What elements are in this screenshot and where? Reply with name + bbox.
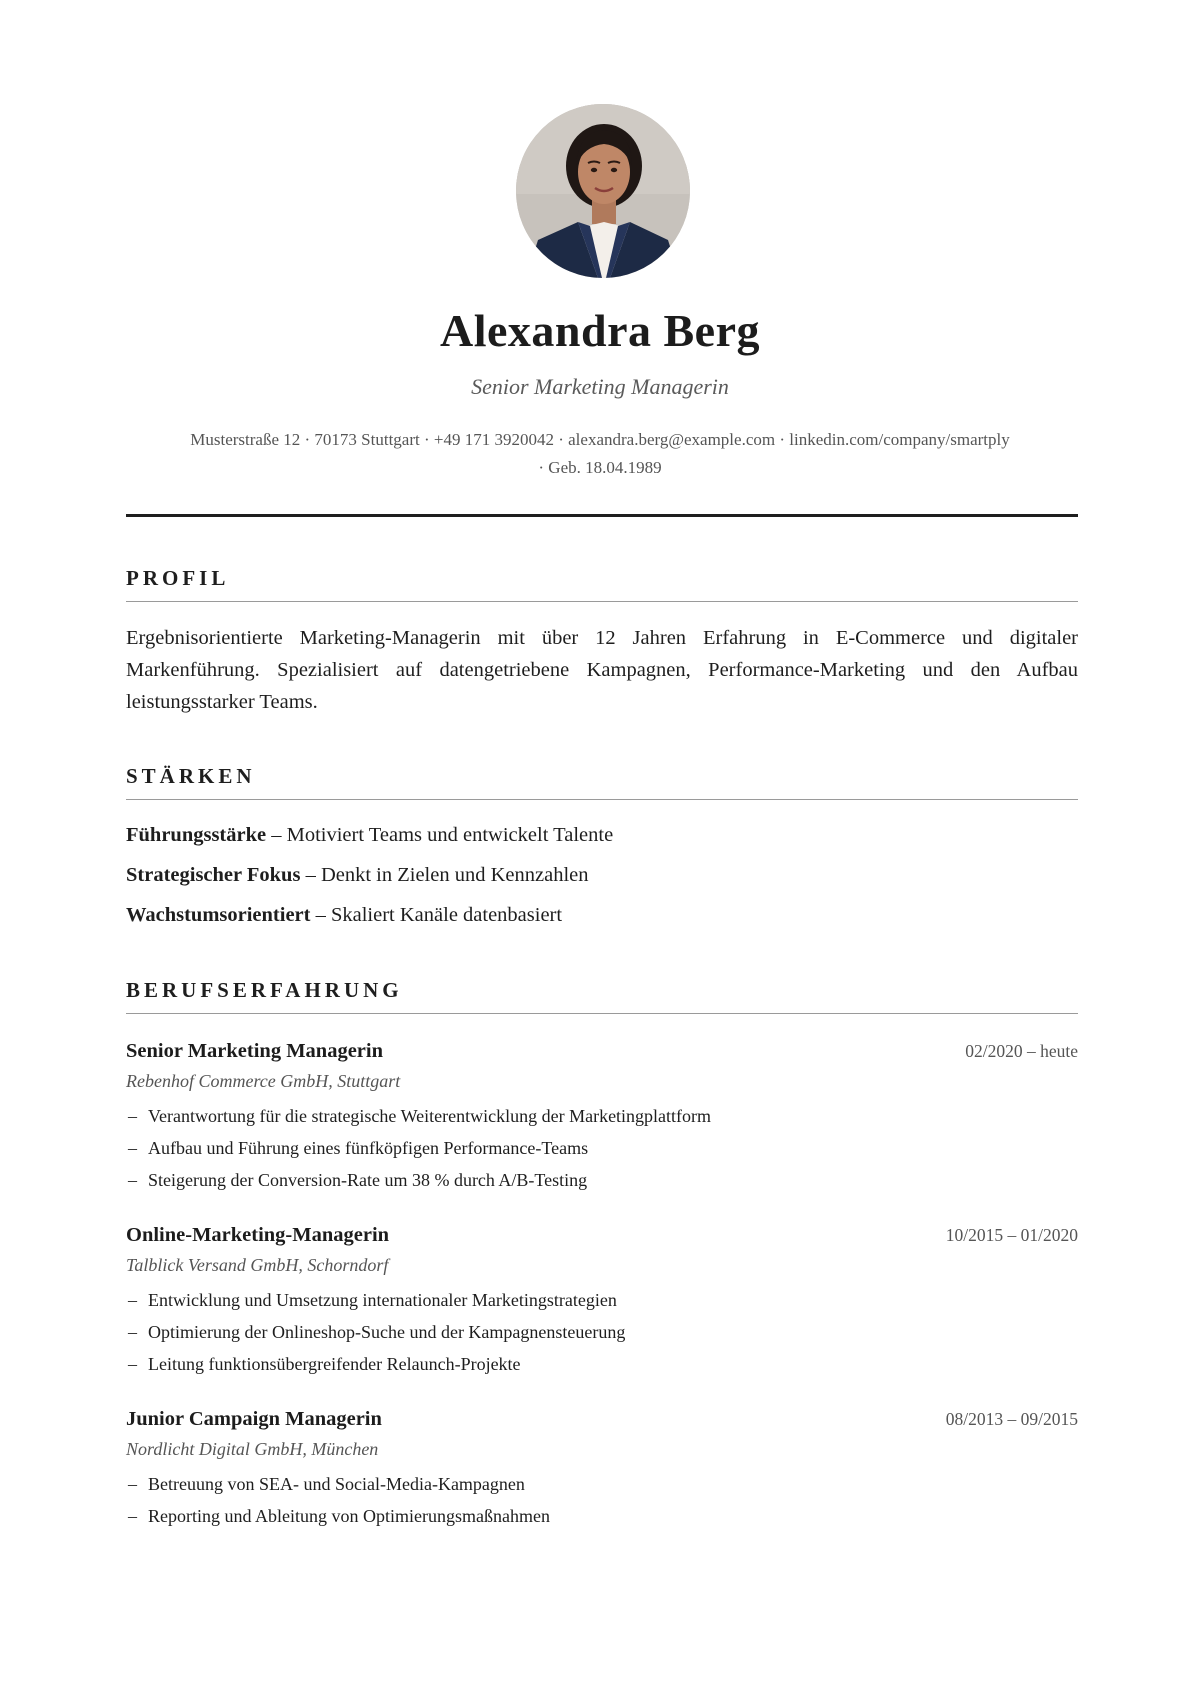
job-title: Senior Marketing Managerin: [126, 1040, 383, 1062]
candidate-name: Alexandra Berg: [439, 305, 760, 356]
job-company: Nordlicht Digital GmbH, München: [126, 1439, 379, 1459]
contact-line: Musterstraße 12 · 70173 Stuttgart · +49 171 3920042 · alexandra.berg@example.com · linkedin.com/company/smartply: [190, 430, 1010, 449]
job-bullet: – Steigerung der Conversion-Rate um 38 % durch A/B-Testing: [126, 1164, 1078, 1196]
job-entry: [126, 1405, 1078, 1532]
strength-text: – Denkt in Zielen und Kennzahlen: [300, 864, 589, 886]
job-bullet: – Betreuung von SEA- und Social-Media-Kampagnen: [126, 1468, 1078, 1500]
job-entry: [126, 1221, 1078, 1380]
job-bullets: [126, 1468, 1078, 1532]
strength-label: Wachstumsorientiert: [126, 904, 311, 926]
section-divider: [126, 799, 1078, 800]
contact-line: · Geb. 18.04.1989: [538, 458, 662, 477]
section-title-profile: PROFIL: [126, 566, 230, 590]
section-title-strengths: STÄRKEN: [126, 764, 256, 788]
strength-text: – Motiviert Teams und entwickelt Talente: [266, 824, 614, 846]
job-title: Online-Marketing-Managerin: [126, 1224, 390, 1246]
strength-label: Führungsstärke: [126, 824, 267, 846]
job-entry: [126, 1037, 1078, 1196]
profile-photo-icon: [516, 104, 690, 278]
job-date: 10/2015 – 01/2020: [945, 1225, 1078, 1245]
profile-photo: [516, 104, 690, 278]
strength-text: – Skaliert Kanäle datenbasiert: [310, 904, 563, 926]
section-title-experience: BERUFSERFAHRUNG: [126, 978, 403, 1002]
job-bullet: – Entwicklung und Umsetzung internationaler Marketingstrategien: [126, 1284, 1078, 1316]
strength-item: [126, 904, 562, 927]
job-bullet: – Aufbau und Führung eines fünfköpfigen Performance-Teams: [126, 1132, 1078, 1164]
contact-info: [126, 426, 1074, 482]
job-bullets: [126, 1100, 1078, 1196]
job-company: Talblick Versand GmbH, Schorndorf: [126, 1255, 389, 1275]
strength-item: [126, 824, 613, 847]
section-divider: [126, 601, 1078, 602]
job-bullet: – Optimierung der Onlineshop-Suche und der Kampagnensteuerung: [126, 1316, 1078, 1348]
section-divider: [126, 1013, 1078, 1014]
job-company: Rebenhof Commerce GmbH, Stuttgart: [126, 1071, 401, 1091]
job-date: 08/2013 – 09/2015: [945, 1409, 1078, 1429]
job-bullet: – Leitung funktionsübergreifender Relaunch-Projekte: [126, 1348, 1078, 1380]
job-date: 02/2020 – heute: [965, 1041, 1078, 1061]
strength-item: [126, 864, 589, 887]
profile-text: Ergebnisorientierte Marketing-Managerin mit über 12 Jahren Erfahrung in E-Commerce und digitaler Markenführung. Spezialisiert auf datengetriebene Kampagnen, Performance-Marketing und den Aufbau leistungsstarker Teams.: [126, 627, 1078, 713]
strength-label: Strategischer Fokus: [126, 864, 301, 886]
job-bullet: – Reporting und Ableitung von Optimierungsmaßnahmen: [126, 1500, 1078, 1532]
header-divider: [126, 514, 1078, 517]
job-bullet: – Verantwortung für die strategische Weiterentwicklung der Marketingplattform: [126, 1100, 1078, 1132]
job-title: Junior Campaign Managerin: [126, 1408, 382, 1430]
candidate-role: Senior Marketing Managerin: [471, 374, 729, 399]
job-bullets: [126, 1284, 1078, 1380]
